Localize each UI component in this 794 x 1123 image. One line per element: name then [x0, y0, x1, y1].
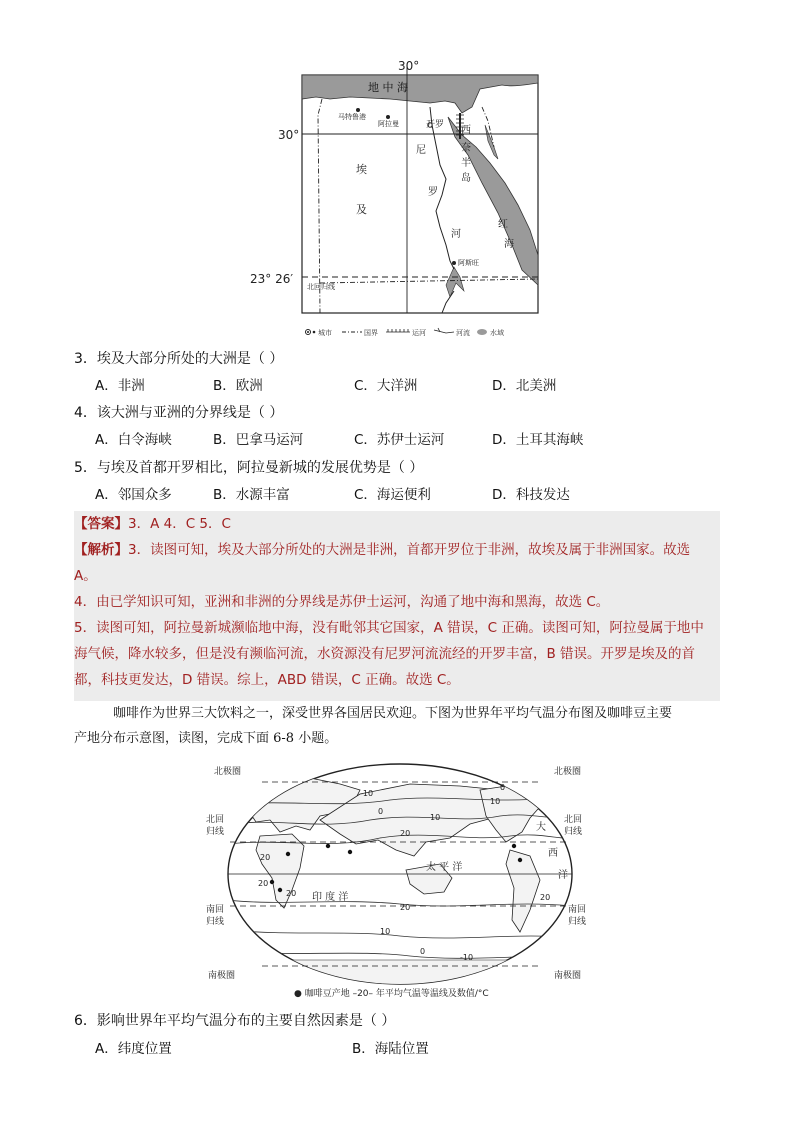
- intro-line-1: 咖啡作为世界三大饮料之一，深受世界各国居民欢迎。下图为世界年平均气温分布图及咖啡豆主要: [113, 706, 673, 721]
- sea-label: 地 中 海: [368, 81, 408, 94]
- analysis-line-2: A。: [74, 568, 97, 584]
- isotherm-label: 20: [260, 853, 271, 862]
- q5-option-a[interactable]: A．邻国众多: [95, 487, 172, 503]
- arctic-label-right: 北极圈: [554, 767, 582, 777]
- arctic-label: 北极圈: [214, 767, 242, 777]
- antarctic-label: 南极圈: [208, 971, 236, 981]
- antarctic-label-right: 南极圈: [554, 971, 582, 981]
- stropic-label-1: 南回: [206, 905, 225, 915]
- legend-canal: 运河: [412, 329, 426, 337]
- isotherm-label: 0: [378, 807, 384, 816]
- tropic-lat-label: 23° 26′: [250, 272, 294, 286]
- legend-city: 城市: [318, 329, 332, 337]
- q6-option-a[interactable]: A．纬度位置: [95, 1041, 172, 1057]
- question-3-stem: 3．埃及大部分所处的大洲是（ ）: [74, 351, 284, 367]
- q3-option-c[interactable]: C．大洋洲: [354, 378, 418, 394]
- q4-option-c[interactable]: C．苏伊士运河: [354, 432, 445, 448]
- q5-option-b[interactable]: B．水源丰富: [213, 487, 290, 503]
- atlantic-label-1: 大: [536, 822, 546, 833]
- q3-option-a[interactable]: A．非洲: [95, 378, 145, 394]
- question-6-stem: 6．影响世界年平均气温分布的主要自然因素是（ ）: [74, 1013, 396, 1029]
- intro-line-2: 产地分布示意图，读图，完成下面 6-8 小题。: [74, 731, 338, 746]
- isotherm-label: 20: [540, 893, 551, 902]
- isotherm-label: 20: [286, 889, 297, 898]
- atlantic-label-3: 洋: [558, 870, 568, 881]
- sinai-label-4: 岛: [461, 173, 471, 184]
- q6-option-b[interactable]: B．海陆位置: [352, 1041, 429, 1057]
- lat-left-label: 30°: [278, 128, 300, 142]
- isotherm-label: 0: [420, 947, 426, 956]
- ntropic-label-right-1: 北回: [564, 815, 583, 825]
- isotherm-label: 0: [500, 783, 506, 792]
- egypt-label-2: 及: [356, 203, 367, 216]
- stropic-label-right-1: 南回: [568, 905, 587, 915]
- isotherm-label: -10: [360, 789, 374, 798]
- q3-option-d[interactable]: D．北美洲: [492, 378, 557, 394]
- q3-option-b[interactable]: B．欧洲: [213, 378, 263, 394]
- indian-label: 印 度 洋: [312, 892, 349, 903]
- egypt-map: [250, 55, 550, 345]
- nile-label-2: 罗: [428, 187, 438, 198]
- question-5-stem: 5．与埃及首都开罗相比，阿拉曼新城的发展优势是（ ）: [74, 460, 424, 476]
- stropic-label-right-2: 归线: [568, 917, 587, 927]
- cairo-label: 开罗: [426, 120, 445, 130]
- world-map-legend: ● 咖啡豆产地 –20– 年平均气温等温线及数值/°C: [294, 989, 489, 999]
- alamein-label: 阿拉曼: [378, 120, 399, 128]
- q4-option-a[interactable]: A．白令海峡: [95, 432, 172, 448]
- question-4-stem: 4．该大洲与亚洲的分界线是（ ）: [74, 405, 284, 421]
- ntropic-label-2: 归线: [206, 827, 225, 837]
- isotherm-label: -10: [460, 953, 474, 962]
- analysis-label: 【解析】: [74, 542, 128, 558]
- sinai-label-3: 半: [461, 158, 471, 169]
- analysis-line-3: 4．由已学知识可知，亚洲和非洲的分界线是苏伊士运河，沟通了地中海和黑海，故选 C。: [74, 594, 610, 610]
- answer-key-text: 3．A 4．C 5．C: [128, 516, 231, 532]
- atlantic-label-2: 西: [548, 848, 558, 859]
- isotherm-label: 20: [400, 903, 411, 912]
- isotherm-label: 10: [380, 927, 391, 936]
- legend-river: 河流: [456, 329, 470, 337]
- sinai-label-2: 奈: [461, 143, 471, 154]
- legend-water: 水域: [490, 329, 504, 337]
- egypt-map-legend: [306, 328, 505, 337]
- q4-option-d[interactable]: D．土耳其海峡: [492, 432, 584, 448]
- analysis-line-5: 海气候，降水较多，但是没有濒临河流，水资源没有尼罗河流流经的开罗丰富，B 错误。开罗是埃及的首: [74, 646, 696, 662]
- answer-line: [74, 511, 720, 537]
- q4-option-b[interactable]: B．巴拿马运河: [213, 432, 304, 448]
- analysis-text-1: 3．读图可知，埃及大部分所处的大洲是非洲，首都开罗位于非洲，故埃及属于非洲国家。故选: [128, 542, 691, 558]
- analysis-line-4: 5．读图可知，阿拉曼新城濒临地中海，没有毗邻其它国家，A 错误，C 正确。读图可知，阿拉曼属于地中: [74, 620, 704, 636]
- q5-option-c[interactable]: C．海运便利: [354, 487, 431, 503]
- analysis-line-6: 都，科技更发达，D 错误。综上，ABD 错误，C 正确。故选 C。: [74, 672, 460, 688]
- tropic-label: 北回归线: [307, 283, 335, 291]
- lat-top-label: 30°: [398, 59, 420, 73]
- answer-analysis-block: [74, 511, 720, 701]
- pacific-label: 太 平 洋: [426, 862, 463, 873]
- ntropic-label-1: 北回: [206, 815, 225, 825]
- analysis-line-1: [74, 537, 720, 563]
- isotherm-label: 10: [430, 813, 441, 822]
- answer-key-label: 【答案】: [74, 516, 128, 532]
- ntropic-label-right-2: 归线: [564, 827, 583, 837]
- world-temperature-map: [200, 760, 600, 1000]
- sinai-label-1: 西: [461, 125, 471, 136]
- red-sea-label-1: 红: [498, 219, 508, 230]
- isotherm-label: 10: [490, 797, 501, 806]
- matrouh-label: 马特鲁港: [338, 113, 366, 121]
- egypt-label-1: 埃: [356, 163, 367, 176]
- red-sea-label-2: 海: [504, 239, 514, 250]
- isotherm-label: 20: [258, 879, 269, 888]
- q5-option-d[interactable]: D．科技发达: [492, 487, 570, 503]
- nile-label-1: 尼: [416, 145, 426, 156]
- legend-border: 国界: [364, 329, 378, 337]
- isotherm-label: 20: [400, 829, 411, 838]
- aswan-label: 阿斯旺: [458, 259, 479, 267]
- stropic-label-2: 归线: [206, 917, 225, 927]
- nile-label-3: 河: [451, 229, 461, 240]
